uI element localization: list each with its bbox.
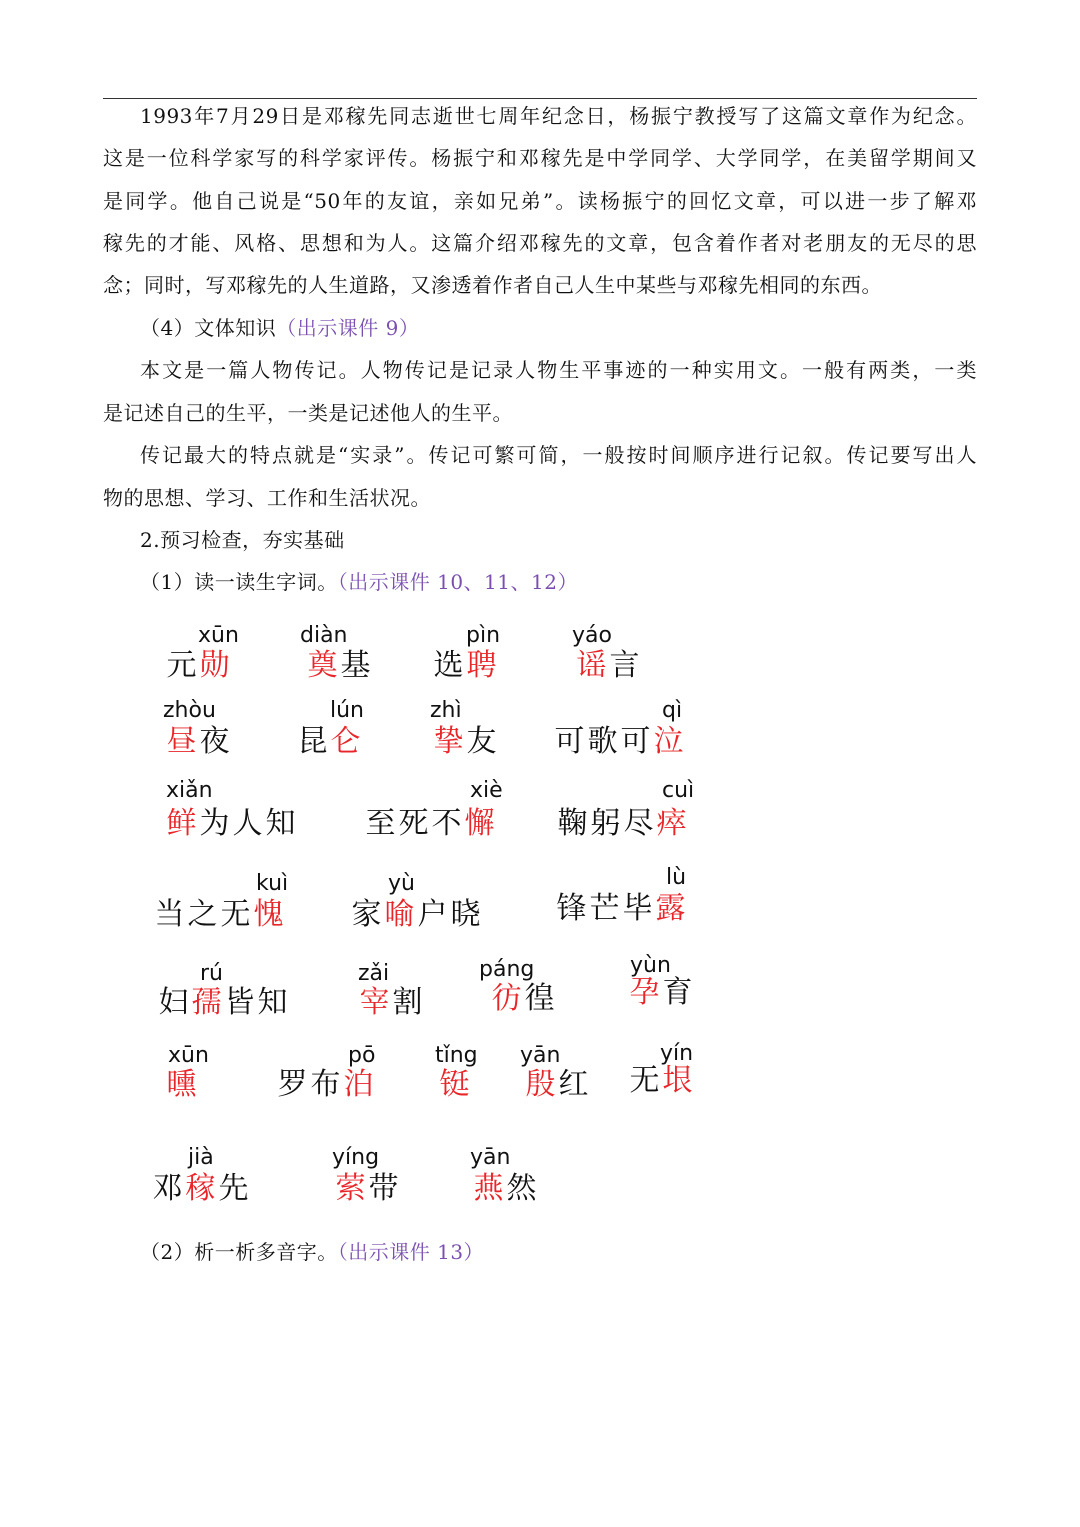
vocab-char: 先 (218, 1171, 249, 1206)
vocab-target-char: 燕 (473, 1171, 504, 1206)
genre-paragraph-line: 物的思想、学习、工作和生活状况。 (103, 486, 431, 510)
vocab-pinyin: cuì (662, 778, 695, 803)
vocab-word (165, 648, 231, 684)
courseware-link-9[interactable]: （出示课件 9） (276, 316, 420, 340)
vocab-pinyin: qì (662, 698, 683, 723)
vocab-char: 昆 (297, 724, 328, 759)
vocab-target-char: 孺 (191, 985, 222, 1020)
vocab-word (165, 724, 231, 760)
vocab-char: 芒 (589, 891, 620, 926)
vocab-char: 言 (609, 648, 640, 683)
vocab-pinyin: diàn (300, 623, 348, 648)
subsection-1-heading: （1）读一读生字词。（出示课件 10、11、12） (140, 570, 578, 594)
vocab-char: 割 (392, 985, 423, 1020)
vocab-word (165, 806, 297, 842)
vocab-word (153, 897, 285, 933)
vocab-pinyin: pō (348, 1043, 376, 1068)
vocab-target-char: 仑 (330, 724, 361, 759)
vocab-char: 为 (199, 806, 230, 841)
vocab-char: 当 (154, 897, 185, 932)
vocab-char: 至 (365, 806, 396, 841)
vocab-target-char: 曛 (166, 1067, 197, 1102)
courseware-link-10-12[interactable]: （出示课件 10、11、12） (337, 570, 578, 594)
vocab-target-char: 懈 (464, 806, 495, 841)
vocab-word (296, 724, 362, 760)
vocab-char: 毕 (622, 891, 653, 926)
vocab-char: 尽 (623, 806, 654, 841)
vocab-pinyin: zhòu (163, 698, 216, 723)
vocab-char: 鞠 (557, 806, 588, 841)
vocab-target-char: 愧 (253, 897, 284, 932)
vocab-pinyin: jià (188, 1145, 214, 1170)
vocab-target-char: 宰 (359, 985, 390, 1020)
vocab-word (555, 891, 687, 927)
vocab-char: 皆 (224, 985, 255, 1020)
vocab-char: 躬 (590, 806, 621, 841)
vocab-pinyin: xūn (168, 1043, 209, 1068)
vocab-char: 布 (310, 1067, 341, 1102)
courseware-link-13[interactable]: （出示课件 13） (337, 1240, 485, 1264)
genre-paragraph-line: 本文是一篇人物传记。人物传记是记录人物生平事迹的一种实用文。一般有两类，一类 (140, 358, 977, 382)
vocab-char: 带 (368, 1171, 399, 1206)
vocab-word (276, 1067, 375, 1103)
vocab-pinyin: páng (479, 957, 535, 982)
vocab-target-char: 露 (655, 891, 686, 926)
genre-paragraph-line: 是记述自己的生平，一类是记述他人的生平。 (103, 401, 513, 425)
vocab-char: 晓 (450, 897, 481, 932)
vocab-target-char: 挚 (433, 724, 464, 759)
vocab-target-char: 孕 (629, 975, 660, 1010)
vocab-word (157, 985, 289, 1021)
vocab-char: 基 (340, 648, 371, 683)
vocab-target-char: 喻 (384, 897, 415, 932)
vocab-char: 可 (554, 724, 585, 759)
vocab-char: 知 (265, 806, 296, 841)
vocab-target-char: 泣 (653, 724, 684, 759)
vocab-char: 红 (558, 1067, 589, 1102)
vocab-target-char: 昼 (166, 724, 197, 759)
genre-paragraph-line: 传记最大的特点就是“实录”。传记可繁可简，一般按时间顺序进行记叙。传记要写出人 (140, 443, 977, 467)
vocab-pinyin: yùn (630, 953, 671, 978)
vocab-target-char: 谣 (576, 648, 607, 683)
vocab-pinyin: zǎi (358, 961, 390, 986)
vocab-word (350, 897, 482, 933)
vocab-char: 可 (620, 724, 651, 759)
vocab-word (472, 1171, 538, 1207)
vocab-word (575, 648, 641, 684)
vocab-pinyin: lún (330, 698, 364, 723)
vocab-char: 之 (187, 897, 218, 932)
vocab-target-char: 鲜 (166, 806, 197, 841)
vocab-pinyin: yáo (572, 623, 612, 648)
subsection-2-heading: （2）析一析多音字。（出示课件 13） (140, 1240, 485, 1264)
vocab-char: 死 (398, 806, 429, 841)
header-rule (103, 98, 977, 99)
vocab-char: 无 (220, 897, 251, 932)
vocab-char: 锋 (556, 891, 587, 926)
vocab-pinyin: yíng (332, 1145, 380, 1170)
vocab-char: 歌 (587, 724, 618, 759)
vocab-char: 不 (431, 806, 462, 841)
vocab-pinyin: xūn (198, 623, 239, 648)
intro-paragraph-line: 这是一位科学家写的科学家评传。杨振宁和邓稼先是中学同学、大学同学，在美留学期间又 (103, 146, 977, 170)
vocab-target-char: 泊 (343, 1067, 374, 1102)
vocab-word (628, 1063, 694, 1099)
vocab-target-char: 聘 (466, 648, 497, 683)
vocab-pinyin: xiǎn (166, 778, 213, 803)
vocab-char: 家 (351, 897, 382, 932)
section-2-heading: 2.预习检查，夯实基础 (140, 528, 345, 552)
vocab-pinyin: yù (388, 871, 415, 896)
vocab-pinyin: lù (666, 865, 687, 890)
vocab-pinyin: xiè (470, 778, 503, 803)
vocab-target-char: 垠 (662, 1063, 693, 1098)
vocab-target-char: 彷 (491, 981, 522, 1016)
vocab-word (165, 1067, 198, 1103)
vocab-word (524, 1067, 590, 1103)
vocab-word (490, 981, 556, 1017)
vocab-char: 夜 (199, 724, 230, 759)
vocab-target-char: 勋 (199, 648, 230, 683)
vocab-word (358, 985, 424, 1021)
vocab-char: 无 (629, 1063, 660, 1098)
vocab-target-char: 铤 (439, 1067, 470, 1102)
vocab-word (364, 806, 496, 842)
vocab-word (306, 648, 372, 684)
vocab-word (556, 806, 688, 842)
vocab-char: 元 (166, 648, 197, 683)
vocab-pinyin: tǐng (435, 1043, 478, 1068)
vocab-char: 妇 (158, 985, 189, 1020)
vocab-pinyin: rú (200, 961, 223, 986)
vocab-char: 罗 (277, 1067, 308, 1102)
intro-paragraph-line: 1993年7月29日是邓稼先同志逝世七周年纪念日，杨振宁教授写了这篇文章作为纪念。 (140, 104, 977, 128)
vocab-char: 邓 (152, 1171, 183, 1206)
vocab-char: 徨 (524, 981, 555, 1016)
vocab-word (151, 1171, 250, 1207)
vocab-target-char: 稼 (185, 1171, 216, 1206)
section-4-heading: （4）文体知识（出示课件 9） (140, 316, 420, 340)
vocab-word (628, 975, 694, 1011)
intro-paragraph-line: 是同学。他自己说是“50年的友谊，亲如兄弟”。读杨振宁的回忆文章，可以进一步了解邓 (103, 189, 977, 213)
vocab-word (432, 724, 498, 760)
vocab-word (334, 1171, 400, 1207)
vocab-char: 知 (257, 985, 288, 1020)
vocab-char: 然 (506, 1171, 537, 1206)
intro-paragraph-line: 稼先的才能、风格、思想和为人。这篇介绍邓稼先的文章，包含着作者对老朋友的无尽的思 (103, 231, 977, 255)
vocab-pinyin: pìn (466, 623, 501, 648)
vocab-char: 育 (662, 975, 693, 1010)
vocab-pinyin: kuì (256, 871, 289, 896)
vocab-word (553, 724, 685, 760)
vocab-pinyin: yān (520, 1043, 561, 1068)
vocab-word (438, 1067, 471, 1103)
vocab-char: 人 (232, 806, 263, 841)
vocab-pinyin: yān (470, 1145, 511, 1170)
vocab-pinyin: yín (660, 1041, 694, 1066)
vocab-word (432, 648, 498, 684)
vocab-target-char: 萦 (335, 1171, 366, 1206)
vocab-target-char: 瘁 (656, 806, 687, 841)
vocab-char: 选 (433, 648, 464, 683)
vocab-target-char: 奠 (307, 648, 338, 683)
vocab-char: 户 (417, 897, 448, 932)
vocab-target-char: 殷 (525, 1067, 556, 1102)
vocab-char: 友 (466, 724, 497, 759)
intro-paragraph-line: 念；同时，写邓稼先的人生道路，又渗透着作者自己人生中某些与邓稼先相同的东西。 (103, 273, 882, 297)
vocab-pinyin: zhì (430, 698, 462, 723)
